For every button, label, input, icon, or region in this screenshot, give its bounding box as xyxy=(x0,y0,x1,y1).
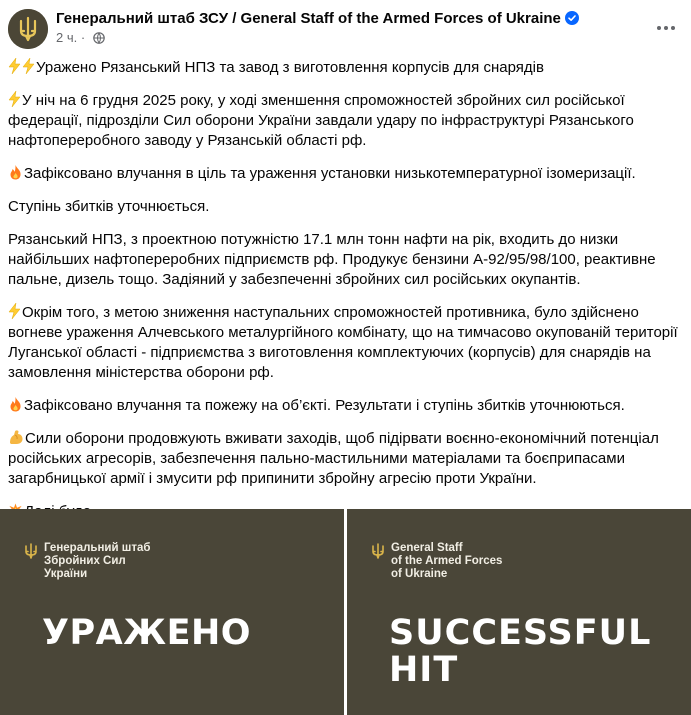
trident-logo-icon xyxy=(8,9,48,49)
post-body xyxy=(8,58,684,542)
flexed-biceps-emoji xyxy=(8,429,24,445)
post-images xyxy=(0,509,691,715)
more-horizontal-icon xyxy=(654,16,678,40)
high-voltage-emoji xyxy=(8,91,21,107)
paragraph-5-text: Окрім того, з метою зниження наступальних спроможностей противника, було здійснено вогневе ураження Алчевського металургійного комбінату, що на тимчасово окупованій території Луганської області - підприємства з виготовлення комплектуючих (корпусів) для снарядів на замовлення міністерства оборони рф. xyxy=(8,304,678,381)
paragraph-2 xyxy=(8,164,684,184)
meta-separator: · xyxy=(77,30,89,45)
paragraph-7-text: Сили оборони продовжують вживати заходів, щоб підірвати воєнно-економічний потенціал російських агресорів, забезпечення пально-мастильними матеріалами та боєприпасами загарбницької армії і змусити рф припинити збройну агресію проти України. xyxy=(8,430,659,487)
paragraph-1-text: У ніч на 6 грудня 2025 року, у ході зменшення спроможностей збройних сил російської федерації, підрозділи Сил оборони України завдали удару по інфраструктурі Рязанського нафтопереробного заводу у Рязанській області рф. xyxy=(8,92,634,149)
paragraph-6 xyxy=(8,396,684,416)
paragraph-2-text: Зафіксовано влучання в ціль та ураження установки низькотемпературної ізомеризації. xyxy=(24,165,636,182)
page-name-link[interactable] xyxy=(56,9,579,28)
panel-org-name: General Staff of the Armed Forces of Ukraine xyxy=(391,542,503,580)
globe-icon[interactable] xyxy=(93,32,105,44)
verified-badge-icon xyxy=(565,11,579,25)
paragraph-1 xyxy=(8,91,684,151)
paragraph-7 xyxy=(8,429,684,489)
image-panel-ukrainian[interactable] xyxy=(0,509,344,715)
high-voltage-emoji xyxy=(22,58,35,74)
paragraph-6-text: Зафіксовано влучання та пожежу на об’єкті. Результати і ступінь збитків уточнюються. xyxy=(24,397,625,414)
panel-headline: SUCCESSFUL HIT xyxy=(389,613,652,690)
high-voltage-emoji xyxy=(8,58,21,74)
image-panel-english[interactable] xyxy=(347,509,691,715)
headline-text: Уражено Рязанський НПЗ та завод з виготовлення корпусів для снарядів xyxy=(36,59,544,76)
high-voltage-emoji xyxy=(8,303,21,319)
panel-org-name: Генеральний штаб Збройних Сил України xyxy=(44,542,151,580)
post-timestamp[interactable]: 2 ч. xyxy=(56,30,78,45)
fire-emoji xyxy=(8,164,23,180)
post-headline xyxy=(8,58,684,78)
page-avatar[interactable] xyxy=(8,9,48,49)
panel-headline: УРАЖЕНО xyxy=(42,613,252,653)
post-meta xyxy=(56,30,105,46)
paragraph-5 xyxy=(8,303,684,383)
paragraph-4: Рязанський НПЗ, з проектною потужністю 17.1 млн тонн нафти на рік, входить до низки найбільших нафтопереробних підприємств рф. Продукує бензини А-92/95/98/100, реактивне пальне, дизель тощо. Задіяний у забезпеченні збройних сил російських окупантів. xyxy=(8,231,656,288)
post-options-button[interactable] xyxy=(648,10,684,46)
fire-emoji xyxy=(8,396,23,412)
trident-icon xyxy=(24,543,38,559)
post-header xyxy=(0,0,691,56)
trident-icon xyxy=(371,543,385,559)
paragraph-3: Ступінь збитків уточнюється. xyxy=(8,198,210,215)
page-name[interactable]: Генеральний штаб ЗСУ / General Staff of the Armed Forces of Ukraine xyxy=(56,10,561,27)
